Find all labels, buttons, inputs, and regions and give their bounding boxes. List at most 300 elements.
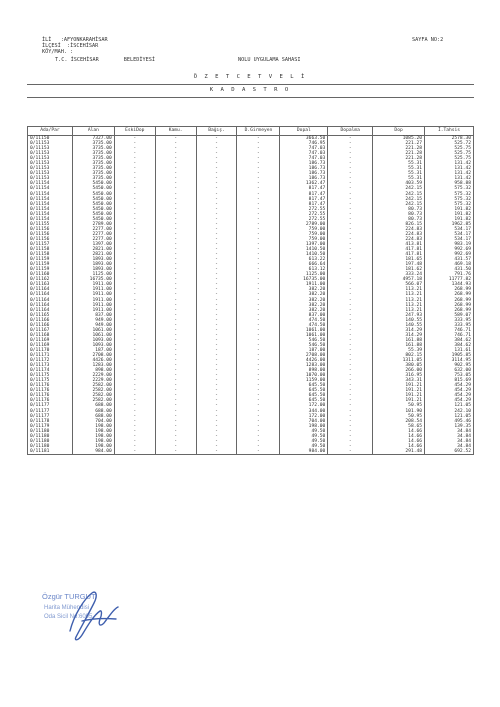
- cell-kamu: -: [155, 262, 196, 267]
- cell-ada-par: 0/11166: [28, 318, 73, 323]
- cell-dopalma: -: [328, 363, 373, 368]
- cell-dopalma: -: [328, 343, 373, 348]
- cell-kamu: -: [155, 257, 196, 262]
- cell-dopal: 382.20: [280, 292, 328, 297]
- cell-dop: 266.00: [373, 368, 425, 373]
- cell-ada-par: 0/11164: [28, 303, 73, 308]
- cell-i-tahsis: 575.32: [425, 202, 474, 207]
- cell-d-girmeyen: -: [237, 197, 280, 202]
- cell-dop: 1085.20: [373, 136, 425, 142]
- cell-bagis: -: [196, 161, 237, 166]
- cell-ada-par: 0/11174: [28, 368, 73, 373]
- cell-dopalma: -: [328, 217, 373, 222]
- cell-alan: 198.00: [72, 424, 114, 429]
- cell-alan: 2229.00: [72, 378, 114, 383]
- cell-dopal: 837.00: [280, 313, 328, 318]
- cell-eskidop: -: [114, 419, 155, 424]
- cell-eskidop: -: [114, 403, 155, 408]
- cell-dop: 55.31: [373, 171, 425, 176]
- cell-i-tahsis: 34.84: [425, 439, 474, 444]
- cell-eskidop: -: [114, 156, 155, 161]
- cell-kamu: -: [155, 373, 196, 378]
- cell-eskidop: -: [114, 232, 155, 237]
- cell-eskidop: -: [114, 242, 155, 247]
- cell-kamu: -: [155, 328, 196, 333]
- cell-dop: 55.31: [373, 161, 425, 166]
- cell-alan: 2277.00: [72, 227, 114, 232]
- cell-dopal: 666.64: [280, 262, 328, 267]
- cell-ada-par: 0/11156: [28, 232, 73, 237]
- cell-i-tahsis: 1962.85: [425, 222, 474, 227]
- cell-alan: 5450.00: [72, 207, 114, 212]
- cell-bagis: -: [196, 398, 237, 403]
- cell-eskidop: -: [114, 252, 155, 257]
- cell-kamu: -: [155, 444, 196, 449]
- cell-ada-par: 0/11175: [28, 373, 73, 378]
- cell-i-tahsis: 191.82: [425, 217, 474, 222]
- cell-dopal: 645.50: [280, 398, 328, 403]
- cell-alan: 3735.00: [72, 151, 114, 156]
- cell-dopalma: -: [328, 171, 373, 176]
- col-header-eskidop: EskiDop: [114, 127, 155, 136]
- cell-kamu: -: [155, 237, 196, 242]
- cell-alan: 3735.00: [72, 176, 114, 181]
- stamp-name: Özgür TURGUT: [42, 592, 96, 601]
- cell-alan: 3735.00: [72, 166, 114, 171]
- cell-bagis: -: [196, 439, 237, 444]
- cell-eskidop: -: [114, 393, 155, 398]
- cell-i-tahsis: 131.42: [425, 171, 474, 176]
- cell-dopalma: -: [328, 272, 373, 277]
- cell-eskidop: -: [114, 192, 155, 197]
- cell-ada-par: 0/11176: [28, 388, 73, 393]
- cell-dopalma: -: [328, 444, 373, 449]
- cell-ada-par: 0/11156: [28, 237, 73, 242]
- cell-eskidop: -: [114, 262, 155, 267]
- cell-i-tahsis: 525.75: [425, 151, 474, 156]
- cell-i-tahsis: 268.99: [425, 308, 474, 313]
- cell-i-tahsis: 791.76: [425, 272, 474, 277]
- cell-i-tahsis: 1344.93: [425, 282, 474, 287]
- cell-alan: 1911.00: [72, 282, 114, 287]
- cell-eskidop: -: [114, 383, 155, 388]
- cell-d-girmeyen: -: [237, 192, 280, 197]
- cell-kamu: -: [155, 378, 196, 383]
- cell-d-girmeyen: -: [237, 166, 280, 171]
- cell-bagis: -: [196, 343, 237, 348]
- cell-d-girmeyen: -: [237, 267, 280, 272]
- cell-dopalma: -: [328, 403, 373, 408]
- cell-ada-par: 0/11153: [28, 151, 73, 156]
- cell-dop: 242.15: [373, 197, 425, 202]
- cell-d-girmeyen: -: [237, 237, 280, 242]
- cell-dop: 314.29: [373, 328, 425, 333]
- cell-kamu: -: [155, 197, 196, 202]
- cell-ada-par: 0/11153: [28, 176, 73, 181]
- cell-ada-par: 0/11153: [28, 146, 73, 151]
- cell-eskidop: -: [114, 303, 155, 308]
- cell-ada-par: 0/11164: [28, 292, 73, 297]
- cell-bagis: -: [196, 298, 237, 303]
- cell-i-tahsis: 384.62: [425, 338, 474, 343]
- cell-d-girmeyen: -: [237, 353, 280, 358]
- cell-i-tahsis: 525.75: [425, 146, 474, 151]
- cell-d-girmeyen: -: [237, 287, 280, 292]
- cell-bagis: -: [196, 151, 237, 156]
- cell-dopal: 817.47: [280, 197, 328, 202]
- cell-d-girmeyen: -: [237, 227, 280, 232]
- cell-dopal: 645.50: [280, 388, 328, 393]
- cell-kamu: -: [155, 308, 196, 313]
- cell-dopalma: -: [328, 207, 373, 212]
- cell-dop: 242.15: [373, 202, 425, 207]
- cell-i-tahsis: 746.71: [425, 328, 474, 333]
- cell-dop: 181.65: [373, 257, 425, 262]
- cell-dopal: 172.00: [280, 403, 328, 408]
- cell-ada-par: 0/11160: [28, 272, 73, 277]
- cell-i-tahsis: 139.35: [425, 424, 474, 429]
- cell-ada-par: 0/11154: [28, 212, 73, 217]
- cell-alan: 3735.00: [72, 171, 114, 176]
- cell-ada-par: 0/11177: [28, 403, 73, 408]
- cell-dop: 224.83: [373, 237, 425, 242]
- cell-i-tahsis: 958.88: [425, 181, 474, 186]
- cell-dopalma: -: [328, 419, 373, 424]
- cell-dopalma: -: [328, 141, 373, 146]
- cell-dopalma: -: [328, 353, 373, 358]
- signature-stamp: [40, 585, 150, 645]
- cell-i-tahsis: 2578.30: [425, 136, 474, 142]
- cell-ada-par: 0/11156: [28, 227, 73, 232]
- cell-i-tahsis: 815.69: [425, 378, 474, 383]
- cell-dopal: 1362.47: [280, 181, 328, 186]
- cell-dop: 403.59: [373, 181, 425, 186]
- cell-kamu: -: [155, 136, 196, 142]
- cell-kamu: -: [155, 368, 196, 373]
- cell-dopalma: -: [328, 303, 373, 308]
- cell-ada-par: 0/11164: [28, 298, 73, 303]
- cell-dopal: 1061.00: [280, 328, 328, 333]
- cell-dop: 80.73: [373, 212, 425, 217]
- cell-i-tahsis: 534.17: [425, 237, 474, 242]
- cell-dopal: 49.50: [280, 439, 328, 444]
- cell-dopal: 272.55: [280, 207, 328, 212]
- cell-eskidop: -: [114, 308, 155, 313]
- cell-kamu: -: [155, 171, 196, 176]
- cell-ada-par: 0/11171: [28, 353, 73, 358]
- cell-alan: 2582.00: [72, 383, 114, 388]
- cell-dopal: 474.50: [280, 318, 328, 323]
- cell-bagis: -: [196, 318, 237, 323]
- cell-i-tahsis: 34.84: [425, 444, 474, 449]
- cell-alan: 1093.00: [72, 343, 114, 348]
- cell-dopalma: -: [328, 262, 373, 267]
- cell-eskidop: -: [114, 212, 155, 217]
- cell-ada-par: 0/11168: [28, 333, 73, 338]
- cell-alan: 2582.00: [72, 398, 114, 403]
- cell-bagis: -: [196, 333, 237, 338]
- header-ilce: İLÇESİ :İSCEHİSAR: [42, 43, 99, 49]
- cell-dopalma: -: [328, 277, 373, 282]
- cell-bagis: -: [196, 217, 237, 222]
- cell-ada-par: 0/11176: [28, 383, 73, 388]
- cell-dop: 208.54: [373, 419, 425, 424]
- cell-ada-par: 0/11165: [28, 313, 73, 318]
- cell-i-tahsis: 333.95: [425, 323, 474, 328]
- cell-eskidop: -: [114, 161, 155, 166]
- cell-dopalma: -: [328, 373, 373, 378]
- cell-alan: 704.00: [72, 419, 114, 424]
- cell-bagis: -: [196, 419, 237, 424]
- cell-kamu: -: [155, 348, 196, 353]
- cell-kamu: -: [155, 318, 196, 323]
- cell-kamu: -: [155, 267, 196, 272]
- cell-dop: 316.95: [373, 373, 425, 378]
- cell-eskidop: -: [114, 363, 155, 368]
- cell-kamu: -: [155, 151, 196, 156]
- cell-dopal: 1397.00: [280, 242, 328, 247]
- cell-dopalma: -: [328, 232, 373, 237]
- cell-dopalma: -: [328, 323, 373, 328]
- cell-kamu: -: [155, 156, 196, 161]
- cell-eskidop: -: [114, 353, 155, 358]
- cell-dopal: 2708.00: [280, 353, 328, 358]
- cell-alan: 688.00: [72, 403, 114, 408]
- cell-ada-par: 0/11169: [28, 338, 73, 343]
- cell-ada-par: 0/11153: [28, 161, 73, 166]
- cell-alan: 688.00: [72, 414, 114, 419]
- cell-dop: 221.28: [373, 156, 425, 161]
- cell-d-girmeyen: -: [237, 308, 280, 313]
- cell-i-tahsis: 268.99: [425, 292, 474, 297]
- cell-i-tahsis: 131.42: [425, 176, 474, 181]
- cell-dopal: 49.50: [280, 434, 328, 439]
- cell-alan: 949.00: [72, 318, 114, 323]
- cell-i-tahsis: 131.42: [425, 166, 474, 171]
- cell-i-tahsis: 692.52: [425, 449, 474, 455]
- cell-dop: 417.81: [373, 247, 425, 252]
- cell-dopal: 645.50: [280, 393, 328, 398]
- cell-kamu: -: [155, 419, 196, 424]
- cell-eskidop: -: [114, 348, 155, 353]
- cell-alan: 898.00: [72, 368, 114, 373]
- cell-d-girmeyen: -: [237, 373, 280, 378]
- cell-i-tahsis: 191.82: [425, 207, 474, 212]
- cell-i-tahsis: 242.10: [425, 409, 474, 414]
- cell-eskidop: -: [114, 298, 155, 303]
- cell-dopal: 1070.00: [280, 373, 328, 378]
- cell-dopal: 186.73: [280, 176, 328, 181]
- cell-bagis: -: [196, 227, 237, 232]
- cell-dopal: 172.00: [280, 414, 328, 419]
- cell-dopalma: -: [328, 181, 373, 186]
- cell-dop: 242.15: [373, 186, 425, 191]
- cell-alan: 198.00: [72, 444, 114, 449]
- cell-kamu: -: [155, 141, 196, 146]
- cell-d-girmeyen: -: [237, 424, 280, 429]
- cell-eskidop: -: [114, 136, 155, 142]
- cell-d-girmeyen: -: [237, 434, 280, 439]
- cell-dop: 14.66: [373, 429, 425, 434]
- summary-title: Ö Z E T C E T V E L İ: [193, 74, 307, 80]
- cell-alan: 198.00: [72, 434, 114, 439]
- cell-ada-par: 0/11154: [28, 217, 73, 222]
- cell-bagis: -: [196, 156, 237, 161]
- cell-dopalma: -: [328, 252, 373, 257]
- cell-ada-par: 0/11167: [28, 328, 73, 333]
- cell-alan: 4426.00: [72, 358, 114, 363]
- cell-i-tahsis: 746.71: [425, 333, 474, 338]
- cell-d-girmeyen: -: [237, 429, 280, 434]
- cell-ada-par: 0/11154: [28, 192, 73, 197]
- cell-eskidop: -: [114, 338, 155, 343]
- cell-eskidop: -: [114, 388, 155, 393]
- cell-dopal: 1125.00: [280, 272, 328, 277]
- cell-dop: 113.21: [373, 298, 425, 303]
- cell-kamu: -: [155, 414, 196, 419]
- cell-d-girmeyen: -: [237, 257, 280, 262]
- cell-dopalma: -: [328, 146, 373, 151]
- cell-bagis: -: [196, 444, 237, 449]
- cell-eskidop: -: [114, 207, 155, 212]
- cell-dopal: 747.03: [280, 151, 328, 156]
- cell-dopal: 747.03: [280, 156, 328, 161]
- cell-dopalma: -: [328, 186, 373, 191]
- cell-dopal: 1061.00: [280, 333, 328, 338]
- cell-i-tahsis: 469.18: [425, 262, 474, 267]
- cell-kamu: -: [155, 323, 196, 328]
- cell-dopal: 382.20: [280, 308, 328, 313]
- col-header-kamu: Kamu.: [155, 127, 196, 136]
- cell-eskidop: -: [114, 409, 155, 414]
- cell-dopal: 747.03: [280, 146, 328, 151]
- cell-dop: 140.55: [373, 318, 425, 323]
- cell-dop: 50.95: [373, 403, 425, 408]
- cell-i-tahsis: 753.05: [425, 373, 474, 378]
- cell-kamu: -: [155, 449, 196, 455]
- cell-d-girmeyen: -: [237, 146, 280, 151]
- col-header-d-girmeyen: D.Girmeyen: [237, 127, 280, 136]
- cell-alan: 3735.00: [72, 141, 114, 146]
- cell-i-tahsis: 454.29: [425, 393, 474, 398]
- cell-ada-par: 0/11177: [28, 409, 73, 414]
- cell-bagis: -: [196, 292, 237, 297]
- cell-bagis: -: [196, 348, 237, 353]
- cell-eskidop: -: [114, 318, 155, 323]
- cell-d-girmeyen: -: [237, 202, 280, 207]
- cell-eskidop: -: [114, 368, 155, 373]
- cell-dop: 4957.18: [373, 277, 425, 282]
- cell-d-girmeyen: -: [237, 444, 280, 449]
- cell-dop: 343.31: [373, 378, 425, 383]
- cell-alan: 1125.00: [72, 272, 114, 277]
- cell-kamu: -: [155, 303, 196, 308]
- cell-bagis: -: [196, 171, 237, 176]
- cell-kamu: -: [155, 252, 196, 257]
- cell-bagis: -: [196, 287, 237, 292]
- cell-dopalma: -: [328, 176, 373, 181]
- cell-i-tahsis: 983.19: [425, 242, 474, 247]
- cell-dopal: 272.55: [280, 212, 328, 217]
- cell-i-tahsis: 268.99: [425, 287, 474, 292]
- cell-ada-par: 0/11164: [28, 287, 73, 292]
- cell-bagis: -: [196, 414, 237, 419]
- cell-ada-par: 0/11159: [28, 267, 73, 272]
- cell-eskidop: -: [114, 439, 155, 444]
- cell-alan: 1911.00: [72, 298, 114, 303]
- cell-bagis: -: [196, 272, 237, 277]
- cell-dop: 242.15: [373, 192, 425, 197]
- cell-dop: 380.05: [373, 363, 425, 368]
- cell-alan: 2582.00: [72, 388, 114, 393]
- cell-d-girmeyen: -: [237, 318, 280, 323]
- cell-kamu: -: [155, 247, 196, 252]
- cell-eskidop: -: [114, 277, 155, 282]
- cell-ada-par: 0/11153: [28, 166, 73, 171]
- cell-eskidop: -: [114, 328, 155, 333]
- cell-eskidop: -: [114, 272, 155, 277]
- cell-bagis: -: [196, 378, 237, 383]
- cell-bagis: -: [196, 176, 237, 181]
- cell-kamu: -: [155, 166, 196, 171]
- cell-i-tahsis: 992.69: [425, 252, 474, 257]
- cell-eskidop: -: [114, 444, 155, 449]
- cell-ada-par: 0/11154: [28, 202, 73, 207]
- cell-dop: 14.66: [373, 439, 425, 444]
- cell-eskidop: -: [114, 449, 155, 455]
- summary-subtitle: K A D A S T R O: [209, 87, 291, 93]
- cell-bagis: -: [196, 277, 237, 282]
- cell-d-girmeyen: -: [237, 262, 280, 267]
- cell-dop: 413.81: [373, 242, 425, 247]
- cell-ada-par: 0/11170: [28, 348, 73, 353]
- cell-i-tahsis: 454.29: [425, 398, 474, 403]
- cell-dopalma: -: [328, 308, 373, 313]
- cell-dopal: 2789.00: [280, 222, 328, 227]
- summary-table: [27, 126, 474, 455]
- cell-eskidop: -: [114, 292, 155, 297]
- cell-bagis: -: [196, 323, 237, 328]
- cell-i-tahsis: 575.32: [425, 192, 474, 197]
- cell-alan: 984.00: [72, 449, 114, 455]
- cell-alan: 5450.00: [72, 186, 114, 191]
- cell-alan: 1893.00: [72, 262, 114, 267]
- cell-eskidop: -: [114, 333, 155, 338]
- cell-dopalma: -: [328, 267, 373, 272]
- cell-alan: 187.00: [72, 348, 114, 353]
- cell-dopalma: -: [328, 242, 373, 247]
- cell-ada-par: 0/11163: [28, 282, 73, 287]
- cell-dop: 14.66: [373, 434, 425, 439]
- cell-kamu: -: [155, 232, 196, 237]
- cell-kamu: -: [155, 388, 196, 393]
- cell-dopalma: -: [328, 378, 373, 383]
- cell-kamu: -: [155, 161, 196, 166]
- cell-alan: 3735.00: [72, 161, 114, 166]
- cell-dopal: 546.50: [280, 338, 328, 343]
- cell-d-girmeyen: -: [237, 343, 280, 348]
- cell-dop: 113.21: [373, 308, 425, 313]
- cell-dopal: 817.47: [280, 186, 328, 191]
- cell-bagis: -: [196, 262, 237, 267]
- cell-dopalma: -: [328, 414, 373, 419]
- cell-alan: 2821.00: [72, 247, 114, 252]
- cell-bagis: -: [196, 267, 237, 272]
- cell-bagis: -: [196, 181, 237, 186]
- cell-d-girmeyen: -: [237, 439, 280, 444]
- cell-ada-par: 0/11179: [28, 424, 73, 429]
- cell-dopal: 613.12: [280, 267, 328, 272]
